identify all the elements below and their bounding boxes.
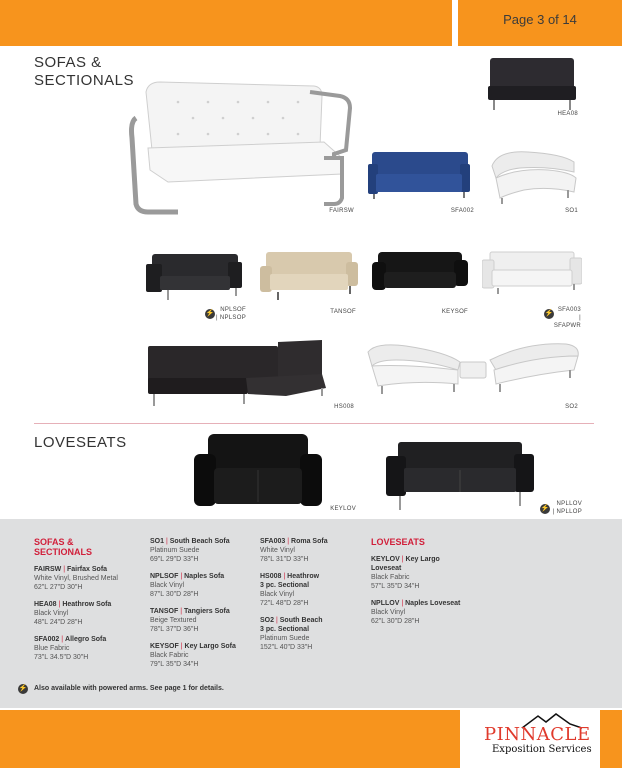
nplsof-sofa-image: [146, 250, 244, 302]
code-so1: SO1: [565, 208, 578, 214]
code-sfa003: SFA003 | SFAPWR: [553, 307, 581, 329]
so1-sofa-image: [488, 148, 580, 206]
top-orange-bar: [0, 0, 452, 46]
sofas-title: SOFAS & SECTIONALS: [34, 54, 135, 89]
section-divider: [34, 423, 594, 424]
legend-entry: TANSOF | Tangiers Sofa Beige Textured 78"L 37"D 36"H: [150, 608, 230, 633]
keysof-sofa-image: [372, 250, 468, 294]
page-label: Page 3 of 14: [503, 12, 577, 27]
powered-bolt-icon: ⚡: [540, 505, 550, 512]
powered-bolt-icon: ⚡: [544, 310, 554, 317]
code-keysof: KEYSOF: [441, 309, 468, 315]
legend-entry: SO1 | South Beach Sofa Platinum Suede 69"L 29"D 33"H: [150, 538, 230, 563]
logo-word: PINNACLE: [484, 724, 591, 745]
loveseats-title: LOVESEATS: [34, 434, 127, 451]
legend-entry: KEYSOF | Key Largo Sofa Black Fabric 79"L 35"D 34"H: [150, 643, 236, 668]
code-so2: SO2: [565, 404, 578, 410]
legend-entry: HEA08 | Heathrow Sofa Black Vinyl 48"L 24"D 28"H: [34, 601, 112, 626]
legend-entry: FAIRSW | Fairfax Sofa White Vinyl, Brushed Metal 62"L 27"D 30"H: [34, 566, 118, 591]
sfa003-sofa-image: [482, 250, 582, 296]
code-sfa002: SFA002: [450, 208, 474, 214]
legend-col-loveseats: [371, 537, 481, 634]
code-npllov: NPLLOV | NPLLOP: [552, 501, 582, 515]
legend-heading-loveseats: LOVESEATS: [371, 537, 425, 547]
keylov-loveseat-image: [194, 432, 322, 512]
legend-entry: HS008 | Heathrow 3 pc. Sectional Black Vinyl 72"L 48"D 28"H: [260, 573, 320, 607]
code-nplsof: NPLSOF | NPLSOP: [216, 307, 246, 321]
legend-entry: KEYLOV | Key Largo Loveseat Black Fabric 57"L 35"D 34"H: [371, 556, 440, 590]
bottom-orange-bar-right: [600, 710, 622, 768]
code-keylov: KEYLOV: [330, 506, 356, 512]
so2-sectional-image: [366, 340, 582, 398]
code-hs008: HS008: [334, 404, 354, 410]
code-fairsw: FAIRSW: [329, 208, 354, 214]
legend-entry: SFA003 | Roma Sofa White Vinyl 78"L 31"D 33"H: [260, 538, 328, 563]
powered-note: Also available with powered arms. See page 1 for details.: [34, 685, 224, 692]
legend-col-2: [150, 537, 250, 677]
legend-col-sofas: [34, 537, 134, 670]
fairsw-sofa-image: [128, 78, 356, 218]
hs008-sectional-image: [146, 338, 330, 410]
legend-entry: NPLLOV | Naples Loveseat Black Vinyl 62"L 30"D 28"H: [371, 600, 461, 625]
legend-entry: SO2 | South Beach 3 pc. Sectional Platinum Suede 152"L 40"D 33"H: [260, 617, 323, 651]
hea08-sofa-image: [486, 56, 578, 112]
npllov-loveseat-image: [386, 440, 534, 512]
pinnacle-logo: [462, 708, 600, 768]
logo-subtitle: Exposition Services: [492, 744, 592, 755]
legend-entry: NPLSOF | Naples Sofa Black Vinyl 87"L 30"D 28"H: [150, 573, 225, 598]
tansof-sofa-image: [260, 250, 358, 302]
sfa002-sofa-image: [368, 150, 472, 200]
bottom-orange-bar: [0, 710, 460, 768]
legend-heading-sofas: SOFAS & SECTIONALS: [34, 537, 93, 557]
legend-col-3: [260, 537, 360, 660]
powered-bolt-icon: ⚡: [205, 310, 215, 317]
legend-entry: SFA002 | Allegro Sofa Blue Fabric 73"L 34.5"D 30"H: [34, 636, 107, 661]
powered-bolt-icon: ⚡: [18, 685, 28, 692]
code-hea08: HEA08: [557, 111, 578, 117]
code-tansof: TANSOF: [330, 309, 356, 315]
